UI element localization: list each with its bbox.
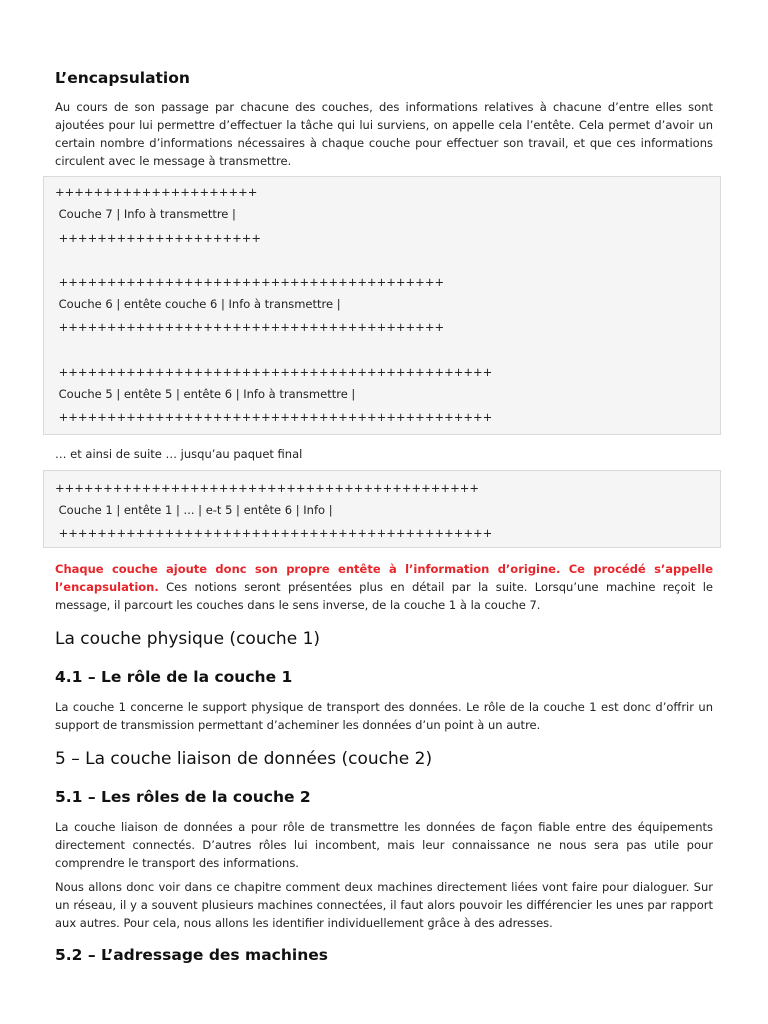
dialogue-machines-paragraph: Nous allons donc voir dans ce chapitre comment deux machines directement liées vont faire pour dialoguer. Sur un réseau, il y a souvent plusieurs machines connectées, il faut alors pouvoir les différencier les unes par rapport aux autres. Pour cela, nous allons les identifier individuellement grâce à des adresses. — [55, 880, 713, 930]
code-line: ++++++++++++++++++++++++++++++++++++++++ — [55, 275, 445, 289]
code-line: +++++++++++++++++++++ — [55, 185, 258, 199]
encapsulation-conclusion-text: Ces notions seront présentées plus en détail par la suite. Lorsqu’une machine reçoit le message, il parcourt les couches dans le sens inverse, de la couche 1 à la couche 7. — [55, 580, 713, 612]
section-title-adressage: 5.2 – L’adressage des machines — [55, 946, 328, 964]
code-block-2 — [43, 470, 721, 548]
chapter-title-liaison: 5 – La couche liaison de données (couche 2) — [55, 749, 433, 769]
role-couche-1-paragraph: La couche 1 concerne le support physique de transport des données. Le rôle de la couche 1 est donc d’offrir un support de transmission permettant d’acheminer les données d’un point à un autre. — [55, 700, 713, 732]
section-title-roles-couche-2: 5.1 – Les rôles de la couche 2 — [55, 788, 311, 806]
code-line: +++++++++++++++++++++++++++++++++++++++++++++ — [55, 526, 493, 540]
encapsulation-intro-paragraph: Au cours de son passage par chacune des couches, des informations relatives à chacune d’entre elles sont ajoutées pour lui permettre d’effectuer la tâche qui lui surviens, on appelle cela l’entête. Cela permet d’avoir un certain nombre d’informations nécessaires à chaque couche pour effectuer son travail, et que ces informations circulent avec le message à transmettre. — [55, 100, 713, 168]
roles-couche-2-paragraph: La couche liaison de données a pour rôle de transmettre les données de façon fiable entre des équipements directement connectés. D’autres rôles lui incombent, mais leur connaissance ne nous sera pas utile pour comprendre le transport des informations. — [55, 820, 713, 870]
code-line: Couche 7 | Info à transmettre | — [55, 207, 236, 221]
encapsulation-conclusion-paragraph — [55, 560, 713, 614]
chapter-title-physique: La couche physique (couche 1) — [55, 629, 321, 649]
code-line: +++++++++++++++++++++++++++++++++++++++++++++ — [55, 410, 493, 424]
code-line: +++++++++++++++++++++ — [55, 231, 262, 245]
code-line: +++++++++++++++++++++++++++++++++++++++++++++ — [55, 365, 493, 379]
section-title-encapsulation: L’encapsulation — [55, 69, 190, 87]
code-line: ++++++++++++++++++++++++++++++++++++++++++++ — [55, 481, 479, 495]
encapsulation-highlight: Chaque couche ajoute donc son propre entête à l’information d’origine. Ce procédé s’appelle l’encapsulation. — [55, 562, 713, 594]
code-line: Couche 6 | entête couche 6 | Info à transmettre | — [55, 297, 341, 311]
code-line: Couche 5 | entête 5 | entête 6 | Info à transmettre | — [55, 387, 356, 401]
code-line: ++++++++++++++++++++++++++++++++++++++++ — [55, 320, 445, 334]
code-line: Couche 1 | entête 1 | ... | e-t 5 | entête 6 | Info | — [55, 503, 333, 517]
code-block-1 — [43, 176, 721, 435]
between-note: … et ainsi de suite … jusqu’au paquet final — [55, 447, 303, 461]
section-title-role-couche-1: 4.1 – Le rôle de la couche 1 — [55, 668, 293, 686]
